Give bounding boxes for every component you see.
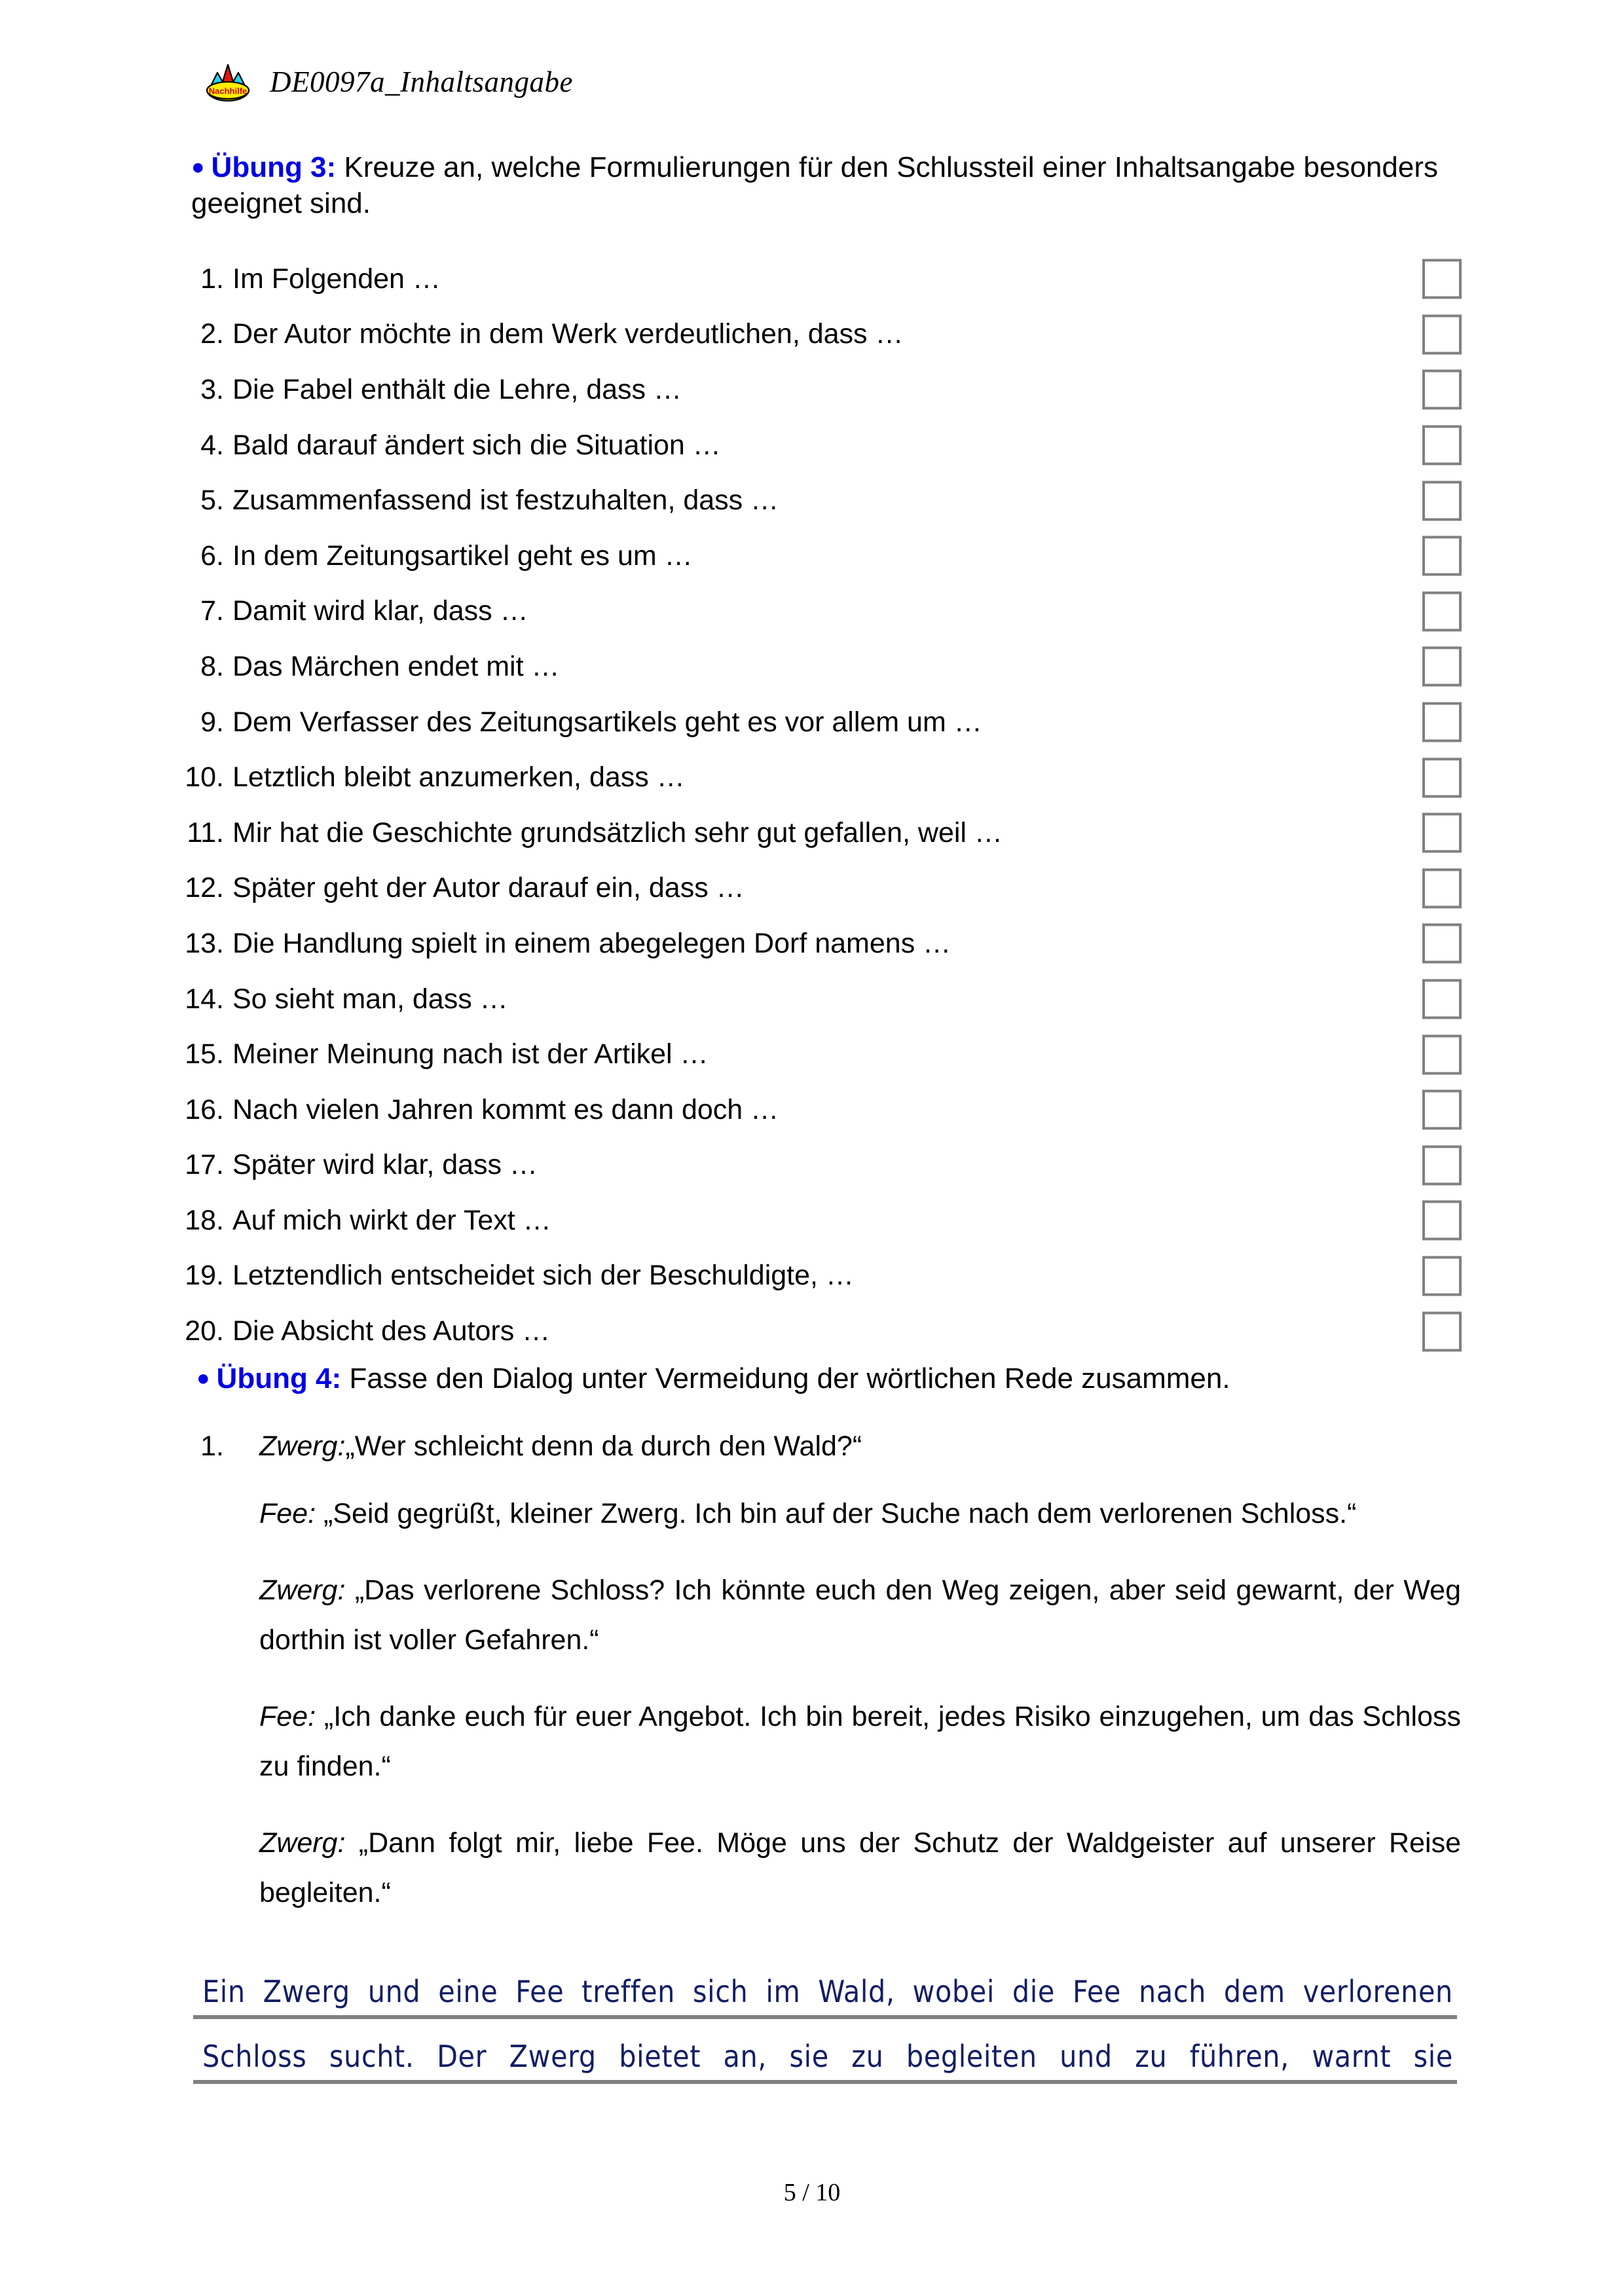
bullet-icon: ●	[191, 154, 205, 179]
checklist-row	[164, 805, 1467, 861]
answer-line[interactable]	[193, 1954, 1457, 2019]
checkbox[interactable]	[1422, 1201, 1462, 1241]
checklist-row	[164, 1138, 1467, 1194]
checklist-row	[164, 1303, 1467, 1359]
checklist-item-label: Auf mich wirkt der Text …	[232, 1204, 551, 1236]
checklist-item-label: Mir hat die Geschichte grundsätzlich sehr gut gefallen, weil …	[232, 816, 1003, 848]
checklist-row	[164, 750, 1467, 805]
dialogue-line	[259, 1818, 1461, 1918]
checklist-item-number: 10.	[185, 761, 224, 793]
checkbox[interactable]	[1422, 1311, 1462, 1351]
checklist-row	[164, 1193, 1467, 1248]
checkbox[interactable]	[1422, 1256, 1462, 1296]
answer-text: Ein Zwerg und eine Fee treffen sich im Wald, wobei die Fee nach dem verlorenen	[202, 1974, 1453, 2009]
speaker-quote: „Dann folgt mir, liebe Fee. Möge uns der Schutz der Waldgeister auf unserer Reise begleiten.“	[259, 1827, 1461, 1909]
checklist-row	[164, 251, 1467, 307]
checklist-row	[164, 362, 1467, 418]
checklist-item-number: 6.	[200, 539, 224, 572]
checklist-row	[164, 528, 1467, 584]
checklist-row	[164, 1082, 1467, 1138]
checkbox[interactable]	[1422, 426, 1462, 465]
dialogue-line	[259, 1565, 1461, 1666]
checklist-item-label: Damit wird klar, dass …	[232, 595, 528, 627]
speaker-quote: „Wer schleicht denn da durch den Wald?“	[345, 1430, 862, 1462]
checklist-row	[164, 695, 1467, 750]
formulation-checklist	[164, 251, 1467, 1359]
checkbox[interactable]	[1422, 591, 1462, 631]
checklist-item-number: 15.	[185, 1038, 224, 1070]
exercise-3-label: Übung 3:	[211, 151, 337, 183]
checklist-item-number: 12.	[185, 872, 224, 904]
checklist-row	[164, 1027, 1467, 1082]
checkbox[interactable]	[1422, 647, 1462, 687]
checklist-item-label: Die Handlung spielt in einem abegelegen Dorf namens …	[232, 927, 951, 959]
checklist-item-number: 9.	[200, 706, 224, 738]
checkbox[interactable]	[1422, 1034, 1462, 1074]
checklist-item-label: Zusammenfassend ist festzuhalten, dass …	[232, 484, 779, 517]
checklist-item-label: Später geht der Autor darauf ein, dass …	[232, 872, 745, 904]
checklist-item-label: Das Märchen endet mit …	[232, 650, 560, 682]
checklist-item-number: 11.	[187, 816, 224, 848]
checklist-row	[164, 972, 1467, 1027]
checklist-item-label: Die Fabel enthält die Lehre, dass …	[232, 373, 682, 405]
speaker-quote: „Ich danke euch für euer Angebot. Ich bin bereit, jedes Risiko einzugehen, um das Schloss zu finden.“	[259, 1700, 1461, 1783]
checkbox[interactable]	[1422, 868, 1462, 908]
dialogue-line	[259, 1489, 1461, 1539]
checklist-item-number: 5.	[200, 484, 224, 517]
checklist-item-label: Dem Verfasser des Zeitungsartikels geht es vor allem um …	[232, 706, 982, 738]
nachhilfe-logo-icon	[203, 62, 253, 101]
dialogue-block	[164, 1430, 1467, 1918]
checklist-item-number: 13.	[185, 927, 224, 959]
exercise-3-prompt: Kreuze an, welche Formulierungen für den Schlussteil einer Inhaltsangabe besonders geeignet sind.	[191, 151, 1438, 220]
speaker-name: Fee:	[259, 1700, 316, 1732]
checklist-item-label: Später wird klar, dass …	[232, 1149, 538, 1181]
checklist-item-label: Bald darauf ändert sich die Situation …	[232, 429, 721, 461]
answer-line[interactable]	[193, 2019, 1457, 2084]
checklist-row	[164, 916, 1467, 972]
checklist-row	[164, 861, 1467, 917]
checklist-row	[164, 307, 1467, 363]
answer-text: Schloss sucht. Der Zwerg bietet an, sie zu begleiten und zu führen, warnt sie	[202, 2039, 1453, 2074]
checkbox[interactable]	[1422, 702, 1462, 742]
checklist-item-number: 1.	[200, 263, 224, 295]
speaker-name: Zwerg:	[259, 1430, 346, 1462]
checklist-item-number: 8.	[200, 650, 224, 682]
checklist-item-label: Meiner Meinung nach ist der Artikel …	[232, 1038, 709, 1070]
checkbox[interactable]	[1422, 536, 1462, 576]
checklist-item-label: So sieht man, dass …	[232, 983, 508, 1015]
checklist-item-number: 16.	[185, 1093, 224, 1125]
speaker-name: Fee:	[259, 1498, 316, 1529]
speaker-quote: „Seid gegrüßt, kleiner Zwerg. Ich bin auf der Suche nach dem verlorenen Schloss.“	[316, 1498, 1357, 1529]
checklist-item-number: 19.	[185, 1260, 224, 1292]
speaker-name: Zwerg:	[259, 1574, 346, 1606]
dialogue-line	[259, 1430, 862, 1463]
checkbox[interactable]	[1422, 757, 1462, 797]
page-header	[203, 62, 573, 101]
checkbox[interactable]	[1422, 259, 1462, 299]
checkbox[interactable]	[1422, 1090, 1462, 1130]
page-indicator: 5 / 10	[783, 2179, 841, 2206]
dialogue-line	[259, 1692, 1461, 1792]
page-footer	[0, 2178, 1624, 2207]
checkbox[interactable]	[1422, 481, 1462, 520]
checklist-item-number: 20.	[185, 1315, 224, 1347]
checkbox[interactable]	[1422, 1145, 1462, 1185]
checklist-item-number: 14.	[185, 983, 224, 1015]
checkbox[interactable]	[1422, 924, 1462, 964]
svg-text:Nachhilfe: Nachhilfe	[208, 86, 248, 96]
exercise-4-prompt: Fasse den Dialog unter Vermeidung der wörtlichen Rede zusammen.	[341, 1362, 1230, 1394]
checklist-item-number: 4.	[200, 429, 224, 461]
checkbox[interactable]	[1422, 979, 1462, 1019]
dialogue-item-number: 1.	[200, 1430, 224, 1462]
checklist-item-label: Im Folgenden …	[232, 263, 441, 295]
checkbox[interactable]	[1422, 314, 1462, 354]
checklist-row	[164, 418, 1467, 473]
exercise-4-heading	[196, 1360, 1493, 1396]
dialogue-first-line	[164, 1430, 1467, 1463]
checklist-item-label: Die Absicht des Autors …	[232, 1315, 551, 1347]
speaker-name: Zwerg:	[259, 1827, 346, 1859]
checklist-row	[164, 473, 1467, 528]
checklist-item-number: 17.	[185, 1149, 224, 1181]
checklist-row	[164, 584, 1467, 640]
checklist-item-label: In dem Zeitungsartikel geht es um …	[232, 539, 693, 572]
checklist-item-number: 2.	[200, 318, 224, 350]
exercise-3-heading	[191, 149, 1488, 222]
checklist-item-number: 18.	[185, 1204, 224, 1236]
checklist-item-label: Nach vielen Jahren kommt es dann doch …	[232, 1093, 779, 1125]
checklist-item-label: Letztlich bleibt anzumerken, dass …	[232, 761, 685, 793]
checklist-row	[164, 1248, 1467, 1304]
checklist-item-label: Letztendlich entscheidet sich der Beschuldigte, …	[232, 1260, 854, 1292]
checklist-item-number: 3.	[200, 373, 224, 405]
bullet-icon: ●	[196, 1365, 210, 1391]
checkbox[interactable]	[1422, 813, 1462, 853]
document-title: DE0097a_Inhaltsangabe	[270, 65, 573, 98]
checklist-item-label: Der Autor möchte in dem Werk verdeutlichen, dass …	[232, 318, 904, 350]
checklist-row	[164, 639, 1467, 695]
checkbox[interactable]	[1422, 370, 1462, 410]
checklist-item-number: 7.	[200, 595, 224, 627]
answer-area	[193, 1954, 1457, 2084]
speaker-quote: „Das verlorene Schloss? Ich könnte euch den Weg zeigen, aber seid gewarnt, der Weg dorthin ist voller Gefahren.“	[259, 1574, 1461, 1656]
exercise-4-label: Übung 4:	[216, 1362, 342, 1394]
